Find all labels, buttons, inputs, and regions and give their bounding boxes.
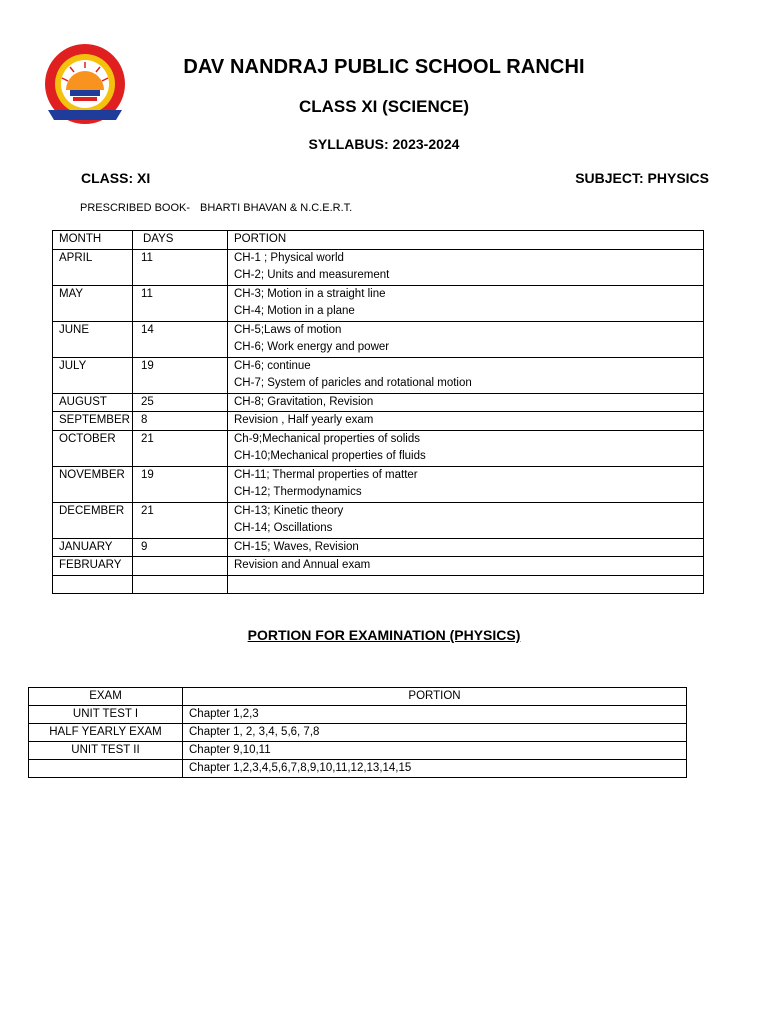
portion-line: CH-14; Oscillations	[234, 522, 333, 534]
exam-name-cell: HALF YEARLY EXAM	[29, 724, 183, 742]
portion-line: CH-15; Waves, Revision	[234, 540, 359, 553]
days-cell	[133, 575, 228, 593]
table-row	[53, 430, 704, 466]
month-cell: JANUARY	[53, 538, 133, 557]
school-name: DAV NANDRAJ PUBLIC SCHOOL RANCHI	[183, 56, 585, 78]
table-row	[53, 575, 704, 593]
portion-cell	[228, 538, 704, 557]
exam-name-cell: UNIT TEST I	[29, 706, 183, 724]
exam-portion-cell: Chapter 1,2,3	[183, 706, 687, 724]
portion-header: PORTION	[228, 231, 704, 250]
month-header: MONTH	[53, 231, 133, 250]
month-cell: OCTOBER	[53, 430, 133, 466]
portion-line: CH-12; Thermodynamics	[234, 486, 362, 498]
portion-cell	[228, 557, 704, 576]
month-cell: FEBRUARY	[53, 557, 133, 576]
month-cell: JULY	[53, 357, 133, 393]
portion-line: CH-2; Units and measurement	[234, 269, 390, 281]
exam-table	[28, 687, 687, 778]
portion-cell	[228, 321, 704, 357]
month-cell	[53, 575, 133, 593]
table-row	[53, 538, 704, 557]
portion-line: CH-3; Motion in a straight line	[234, 287, 386, 300]
days-cell: 25	[133, 393, 228, 412]
days-cell: 11	[133, 285, 228, 321]
portion-cell	[228, 393, 704, 412]
month-cell: DECEMBER	[53, 502, 133, 538]
syllabus-table	[52, 230, 704, 594]
portion-line: CH-6; continue	[234, 359, 311, 372]
table-row	[53, 285, 704, 321]
days-cell: 8	[133, 412, 228, 431]
table-row	[29, 724, 687, 742]
prescribed-book-name: BHARTI BHAVAN & N.C.E.R.T.	[200, 202, 353, 214]
portion-line: CH-11; Thermal properties of matter	[234, 468, 418, 481]
table-row	[29, 742, 687, 760]
exam-header: EXAM	[29, 688, 183, 706]
portion-line: CH-7; System of paricles and rotational motion	[234, 377, 472, 389]
month-cell: AUGUST	[53, 393, 133, 412]
portion-line: Ch-9;Mechanical properties of solids	[234, 432, 421, 445]
days-cell	[133, 557, 228, 576]
portion-line: CH-5;Laws of motion	[234, 323, 342, 336]
syllabus-header-row	[53, 231, 704, 250]
portion-cell	[228, 430, 704, 466]
days-header: DAYS	[133, 231, 228, 250]
table-row	[29, 706, 687, 724]
days-cell: 9	[133, 538, 228, 557]
table-row	[53, 357, 704, 393]
portion-cell	[228, 285, 704, 321]
days-cell: 14	[133, 321, 228, 357]
syllabus-year: SYLLABUS: 2023-2024	[308, 136, 460, 152]
portion-cell	[228, 502, 704, 538]
month-cell: NOVEMBER	[53, 466, 133, 502]
month-cell: JUNE	[53, 321, 133, 357]
exam-portion-cell: Chapter 1, 2, 3,4, 5,6, 7,8	[183, 724, 687, 742]
portion-cell	[228, 249, 704, 285]
portion-line: CH-6; Work energy and power	[234, 341, 390, 353]
days-cell: 19	[133, 357, 228, 393]
prescribed-book	[80, 202, 352, 214]
days-cell: 21	[133, 430, 228, 466]
portion-cell	[228, 412, 704, 431]
portion-cell	[228, 575, 704, 593]
portion-line: CH-10;Mechanical properties of fluids	[234, 450, 426, 462]
class-label: CLASS: XI	[81, 170, 151, 186]
month-cell: MAY	[53, 285, 133, 321]
month-cell: APRIL	[53, 249, 133, 285]
exam-portion-cell: Chapter 9,10,11	[183, 742, 687, 760]
exam-heading: PORTION FOR EXAMINATION (PHYSICS)	[247, 627, 521, 643]
month-cell: SEPTEMBER	[53, 412, 133, 431]
exam-portion-header: PORTION	[183, 688, 687, 706]
table-row	[53, 557, 704, 576]
days-cell: 11	[133, 249, 228, 285]
table-row	[53, 502, 704, 538]
exam-portion-cell: Chapter 1,2,3,4,5,6,7,8,9,10,11,12,13,14,15	[183, 760, 687, 778]
days-cell: 19	[133, 466, 228, 502]
table-row	[53, 466, 704, 502]
portion-line: CH-1 ; Physical world	[234, 251, 344, 264]
table-row	[53, 321, 704, 357]
portion-line: CH-13; Kinetic theory	[234, 504, 344, 517]
table-row	[53, 412, 704, 431]
portion-line: Revision and Annual exam	[234, 559, 371, 571]
exam-name-cell: UNIT TEST II	[29, 742, 183, 760]
exam-name-cell	[29, 760, 183, 778]
days-cell: 21	[133, 502, 228, 538]
portion-line: CH-4; Motion in a plane	[234, 305, 355, 317]
portion-cell	[228, 466, 704, 502]
table-row	[53, 393, 704, 412]
prescribed-book-prefix: PRESCRIBED BOOK-	[80, 202, 191, 214]
portion-cell	[228, 357, 704, 393]
table-row	[53, 249, 704, 285]
class-title: CLASS XI (SCIENCE)	[298, 97, 470, 116]
subject-label: SUBJECT: PHYSICS	[575, 170, 709, 186]
portion-line: CH-8; Gravitation, Revision	[234, 395, 374, 408]
exam-header-row	[29, 688, 687, 706]
portion-line: Revision , Half yearly exam	[234, 414, 374, 426]
table-row	[29, 760, 687, 778]
